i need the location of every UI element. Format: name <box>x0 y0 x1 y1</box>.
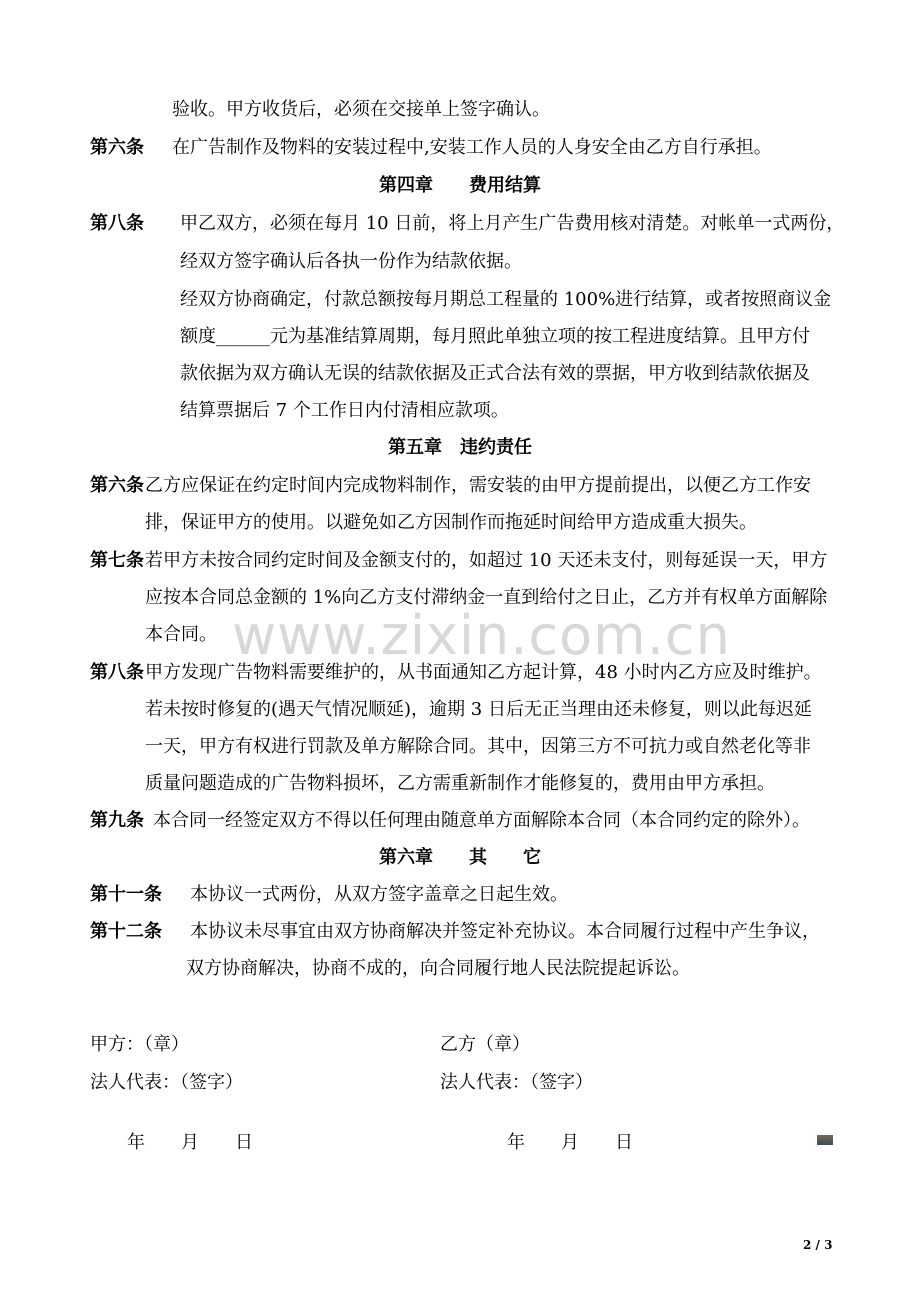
party-a-representative: 法人代表：（签字） <box>90 1072 243 1093</box>
article-8-line: 甲乙双方，必须在每月 10 日前，将上月产生广告费用核对清楚。对帐单一式两份， <box>180 213 845 234</box>
paragraph-line: 验收。甲方收货后，必须在交接单上签字确认。 <box>172 99 550 120</box>
article-8-label: 第八条 <box>90 213 144 234</box>
thumbnail-image <box>817 1135 833 1145</box>
clause-11-line: 本协议一式两份，从双方签字盖章之日起生效。 <box>190 884 568 905</box>
clause-8-line: 一天，甲方有权进行罚款及单方解除合同。其中，因第三方不可抗力或自然老化等非 <box>145 736 811 757</box>
clause-6-label: 第六条 <box>90 475 144 496</box>
clause-12-line: 本协议未尽事宜由双方协商解决并签定补充协议。本合同履行过程中产生争议， <box>190 921 820 942</box>
clause-9-label: 第九条 <box>90 810 144 831</box>
clause-8-line: 质量问题造成的广告物料损坏，乙方需重新制作才能修复的，费用由甲方承担。 <box>145 773 775 794</box>
clause-6-line: 乙方应保证在约定时间内完成物料制作，需安装的由甲方提前提出，以便乙方工作安 <box>145 475 811 496</box>
party-b-date: 年 月 日 <box>507 1132 633 1153</box>
clause-7-line: 应按本合同总金额的 1%向乙方支付滞纳金一直到给付之日止，乙方并有权单方面解除 <box>145 587 828 608</box>
page-number: 2 / 3 <box>803 1238 833 1252</box>
article-8-line: 款依据为双方确认无误的结款依据及正式合法有效的票据，甲方收到结款依据及 <box>180 363 810 384</box>
clause-9-line: 本合同一经签定双方不得以任何理由随意单方面解除本合同（本合同约定的除外）。 <box>153 810 810 831</box>
article-8-line: 额度______元为基准结算周期，每月照此单独立项的按工程进度结算。且甲方付 <box>180 326 810 347</box>
clause-8-label: 第八条 <box>90 662 144 683</box>
article-6-label: 第六条 <box>90 137 144 158</box>
chapter-4-heading: 第四章 费用结算 <box>379 175 541 196</box>
clause-11-label: 第十一条 <box>90 884 162 905</box>
clause-7-line: 若甲方未按合同约定时间及金额支付的，如超过 10 天还未支付，则每延误一天，甲方 <box>145 550 828 571</box>
watermark: www.zixin.com.cn <box>232 604 731 667</box>
party-b-representative: 法人代表：（签字） <box>440 1072 593 1093</box>
article-8-line: 经双方协商确定，付款总额按每月期总工程量的 100%进行结算，或者按照商议金 <box>180 289 832 310</box>
clause-7-label: 第七条 <box>90 550 144 571</box>
chapter-5-heading: 第五章 违约责任 <box>388 437 532 458</box>
article-6-text: 在广告制作及物料的安装过程中,安装工作人员的人身安全由乙方自行承担。 <box>172 137 772 158</box>
party-a-seal: 甲方：（章） <box>90 1034 189 1055</box>
clause-12-line: 双方协商解决，协商不成的，向合同履行地人民法院提起诉讼。 <box>186 958 690 979</box>
party-b-seal: 乙方（章） <box>440 1034 530 1055</box>
clause-8-line: 甲方发现广告物料需要维护的，从书面通知乙方起计算，48 小时内乙方应及时维护。 <box>145 662 822 683</box>
clause-12-label: 第十二条 <box>90 921 162 942</box>
clause-8-line: 若未按时修复的(遇天气情况顺延)，逾期 3 日后无正当理由还未修复，则以此每迟延 <box>145 699 812 720</box>
clause-6-line: 排，保证甲方的使用。以避免如乙方因制作而拖延时间给甲方造成重大损失。 <box>145 512 757 533</box>
chapter-6-heading: 第六章 其 它 <box>379 847 541 868</box>
article-8-line: 结算票据后 7 个工作日内付清相应款项。 <box>180 400 509 421</box>
party-a-date: 年 月 日 <box>127 1132 253 1153</box>
clause-7-line: 本合同。 <box>145 624 217 645</box>
article-8-line: 经双方签字确认后各执一份作为结款依据。 <box>180 251 522 272</box>
